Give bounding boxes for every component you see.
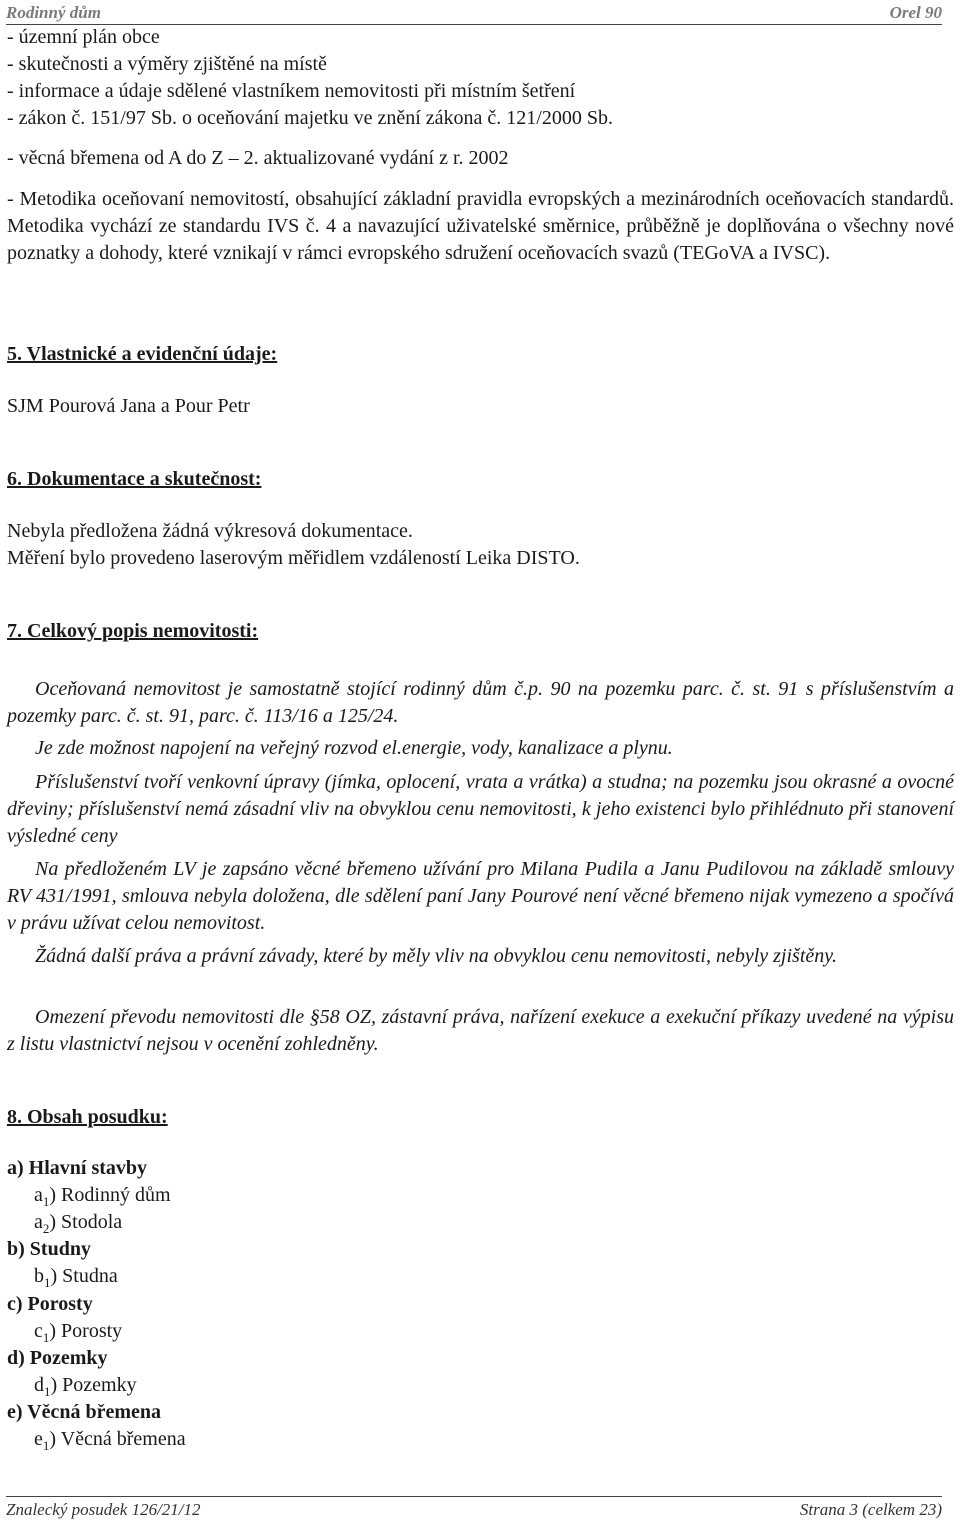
section-7-title: 7. Celkový popis nemovitosti: — [7, 620, 259, 642]
content-item: $a_2$) Stodola — [34, 1211, 123, 1236]
page-footer — [6, 1496, 942, 1519]
utilities-paragraph: Je zde možnost napojení na veřejný rozvod el.energie, vody, kanalizace a plynu. — [35, 737, 673, 759]
documentation-line: Nebyla předložena žádná výkresová dokumentace. — [7, 520, 413, 542]
content-item: $d_1$) Pozemky — [34, 1374, 137, 1399]
source-item: - územní plán obce — [7, 26, 160, 48]
page-number: Strana 3 (celkem 23) — [799, 1500, 942, 1519]
metodika-paragraph: - Metodika oceňovaní nemovitostí, obsahující základní pravidla evropských a mezinárodních oceňovacích standardů. Metodika vychází ze standardu IVS č. 4 a navazující uživatelské směrnice, průběžně je doplňována o všechny nové poznatky a dohody, které vznikají v rámci evropského sdružení oceňovacích svazů (TEGoVA a IVSC). — [7, 188, 954, 264]
group-heading: a) Hlavní stavby — [7, 1157, 148, 1179]
source-item: - zákon č. 151/97 Sb. o oceňování majetku ve znění zákona č. 121/2000 Sb. — [7, 107, 613, 129]
section-8-title: 8. Obsah posudku: — [7, 1106, 168, 1128]
header-title: Rodinný dům — [6, 3, 101, 22]
easement-paragraph: Na předloženém LV je zapsáno věcné břemeno užívání pro Milana Pudila a Janu Pudilovou na základě smlouvy RV 431/1991, smlouva nebyla doložena, dle sdělení paní Jany Pourové není věcné břemeno nijak vymezeno a spočívá v právu užívat celou nemovitost. — [7, 858, 954, 934]
report-number: Znalecký posudek 126/21/12 — [6, 1500, 201, 1519]
section-6-title: 6. Dokumentace a skutečnost: — [7, 468, 262, 490]
group-heading: d) Pozemky — [7, 1347, 108, 1369]
source-item: - informace a údaje sdělené vlastníkem nemovitosti při místním šetření — [7, 80, 576, 102]
header-reference: Orel 90 — [889, 3, 942, 22]
content-item: $a_1$) Rodinný dům — [34, 1184, 171, 1209]
content-item: $e_1$) Věcná břemena — [34, 1428, 186, 1453]
owner-text: SJM Pourová Jana a Pour Petr — [7, 395, 250, 417]
page-header — [6, 2, 942, 25]
measurement-line: Měření bylo provedeno laserovým měřidlem vzdáleností Leika DISTO. — [7, 547, 580, 569]
group-heading: b) Studny — [7, 1238, 91, 1260]
content-item: $b_1$) Studna — [34, 1265, 118, 1290]
group-heading: c) Porosty — [7, 1293, 93, 1315]
source-item: - věcná břemena od A do Z – 2. aktualizované vydání z r. 2002 — [7, 147, 509, 169]
accessories-paragraph: Příslušenství tvoří venkovní úpravy (jímka, oplocení, vrata a vrátka) a studna; na pozemku jsou okrasné a ovocné dřeviny; příslušenství nemá zásadní vliv na obvyklou cenu nemovitosti, k jeho existenci bylo přihlédnuto při stanovení výsledné ceny — [7, 771, 954, 847]
transfer-restriction-paragraph: Omezení převodu nemovitosti dle §58 OZ, zástavní práva, nařízení exekuce a exekuční příkazy uvedené na výpisu z listu vlastnictví nejsou v ocenění zohledněny. — [7, 1006, 954, 1055]
source-item: - skutečnosti a výměry zjištěné na místě — [7, 53, 327, 75]
description-paragraph: Oceňovaná nemovitost je samostatně stojící rodinný dům č.p. 90 na pozemku parc. č. st. 91 s příslušenstvím a pozemky parc. č. st. 91, parc. č. 113/16 a 125/24. — [7, 678, 954, 727]
section-5-title: 5. Vlastnické a evidenční údaje: — [7, 343, 278, 365]
group-heading: e) Věcná břemena — [7, 1401, 162, 1423]
content-item: $c_1$) Porosty — [34, 1320, 123, 1345]
rights-paragraph: Žádná další práva a právní závady, které by měly vliv na obvyklou cenu nemovitosti, nebyly zjištěny. — [35, 945, 838, 967]
